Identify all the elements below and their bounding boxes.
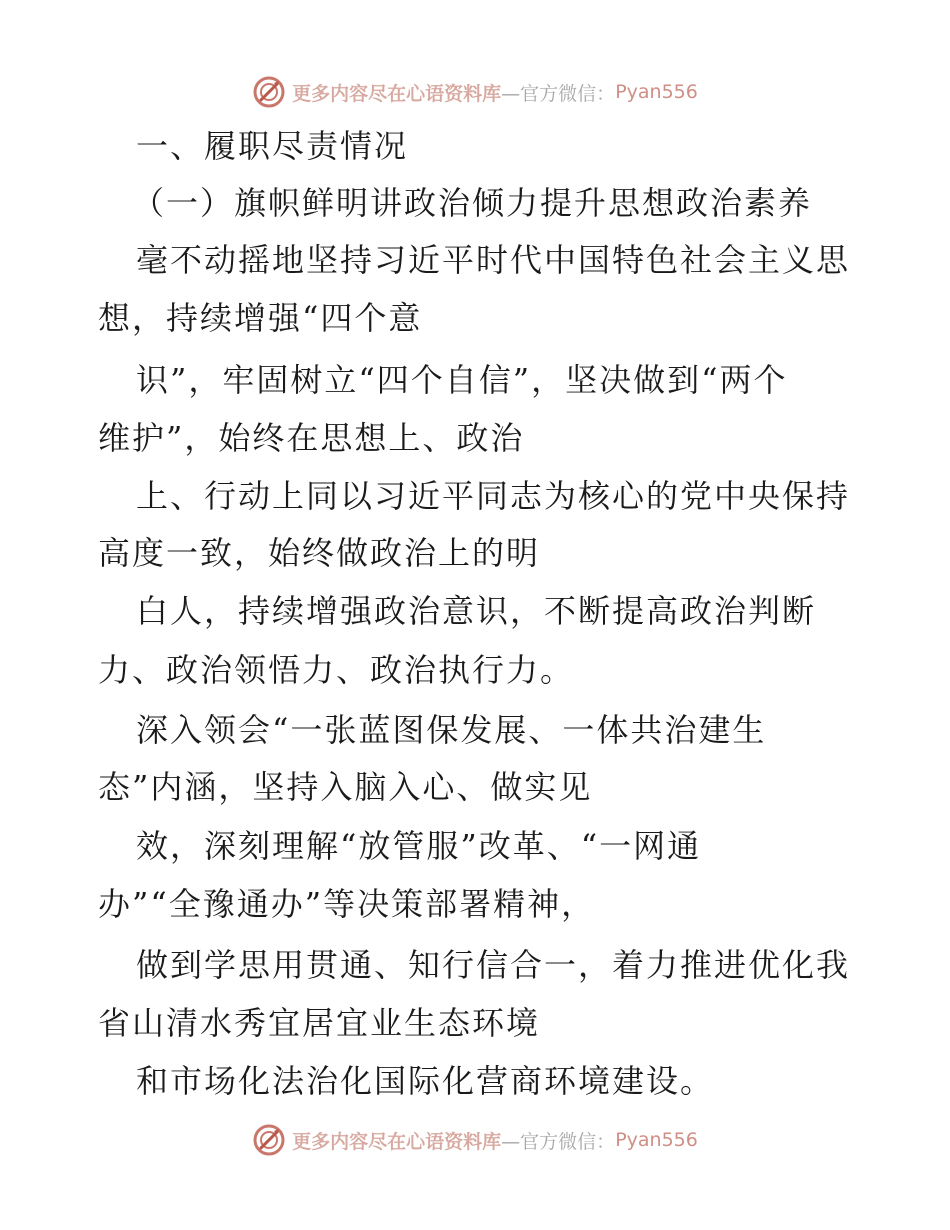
watermark-separator: —官方微信： <box>501 82 616 105</box>
paragraph-line: 毫不动摇地坚持习近平时代中国特色社会主义思 <box>136 241 851 279</box>
watermark-separator: —官方微信： <box>501 1130 616 1153</box>
subsection-heading: （一）旗帜鲜明讲政治倾力提升思想政治素养 <box>132 184 813 222</box>
paragraph-line: 高度一致，始终做政治上的明 <box>98 534 541 572</box>
paragraph-line: 深入领会“一张蓝图保发展、一体共治建生 <box>136 711 767 749</box>
paragraph-line: 力、政治领悟力、政治执行力。 <box>98 651 575 689</box>
section-heading: 一、履职尽责情况 <box>136 127 409 165</box>
watermark-account: Pyan556 <box>615 81 698 103</box>
paragraph-line: 效，深刻理解“放管服”改革、“一网通 <box>136 827 702 865</box>
paragraph-line: 识”，牢固树立“四个自信”，坚决做到“两个 <box>136 361 788 399</box>
paragraph-line: 态”内涵，坚持入脑入心、做实见 <box>98 768 593 806</box>
paragraph-line: 白人，持续增强政治意识，不断提高政治判断 <box>136 592 817 630</box>
paragraph-line: 维护”，始终在思想上、政治 <box>98 419 525 457</box>
watermark-brand: 更多内容尽在心语资料库 <box>292 82 502 105</box>
paragraph-line: 上、行动上同以习近平同志为核心的党中央保持 <box>136 477 851 515</box>
paragraph-line: 想，持续增强“四个意 <box>98 299 423 337</box>
watermark-account: Pyan556 <box>615 1129 698 1151</box>
watermark-header <box>0 72 950 112</box>
paragraph-line: 和市场化法治化国际化营商环境建设。 <box>136 1062 715 1100</box>
watermark-footer <box>0 1120 950 1160</box>
paragraph-line: 办”“全豫通办”等决策部署精神， <box>98 885 596 923</box>
paragraph-line: 省山清水秀宜居宜业生态环境 <box>98 1004 541 1042</box>
paragraph-line: 做到学思用贯通、知行信合一，着力推进优化我 <box>136 946 851 984</box>
watermark-brand: 更多内容尽在心语资料库 <box>292 1130 502 1153</box>
brand-logo-icon <box>252 75 286 109</box>
brand-logo-icon <box>252 1123 286 1157</box>
